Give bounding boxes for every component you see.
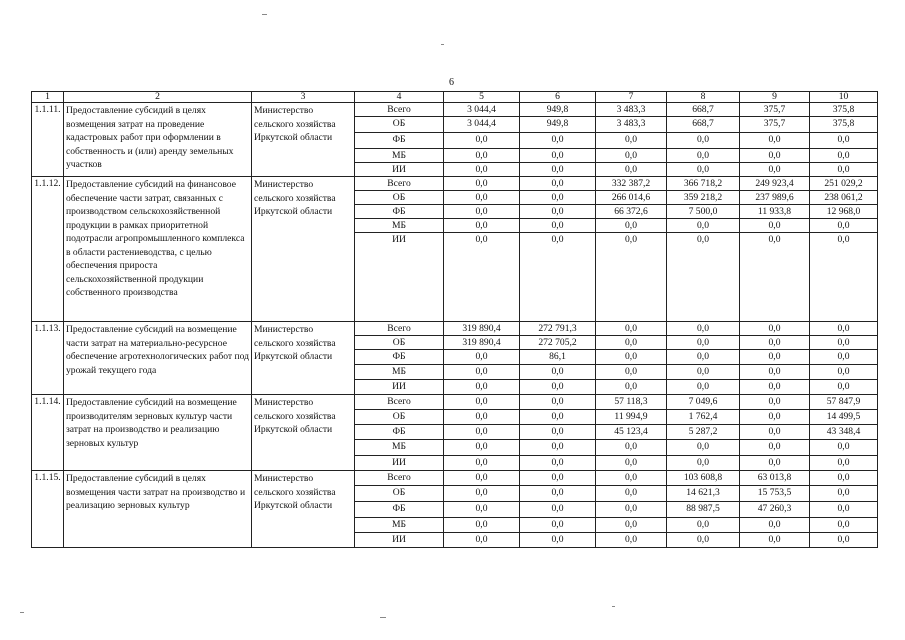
- amount-cell: 0,0: [740, 395, 810, 410]
- funding-source: Всего: [355, 322, 444, 336]
- header-row: [32, 92, 878, 103]
- header-cell: 3: [252, 92, 355, 103]
- amount-cell: 0,0: [520, 133, 596, 149]
- funding-source: ФБ: [355, 502, 444, 518]
- table-row: [32, 395, 878, 410]
- amount-cell: 0,0: [596, 336, 667, 350]
- amount-cell: 0,0: [520, 205, 596, 219]
- budget-table: [31, 91, 878, 548]
- amount-cell: 0,0: [740, 219, 810, 233]
- amount-cell: 949,8: [520, 103, 596, 117]
- header-cell: 4: [355, 92, 444, 103]
- header-cell: 1: [32, 92, 64, 103]
- header-cell: 2: [64, 92, 252, 103]
- amount-cell: 0,0: [810, 518, 878, 533]
- amount-cell: 7 049,6: [667, 395, 740, 410]
- section-executor: Министерство сельского хозяйства Иркутской области: [252, 395, 355, 471]
- amount-cell: 0,0: [740, 380, 810, 395]
- amount-cell: 375,7: [740, 117, 810, 133]
- amount-cell: 0,0: [520, 365, 596, 380]
- amount-cell: 0,0: [740, 322, 810, 336]
- amount-cell: 0,0: [740, 425, 810, 440]
- amount-cell: 0,0: [520, 380, 596, 395]
- funding-source: ИИ: [355, 380, 444, 395]
- amount-cell: 0,0: [444, 191, 520, 205]
- amount-cell: 0,0: [444, 380, 520, 395]
- amount-cell: 0,0: [596, 163, 667, 177]
- amount-cell: 0,0: [596, 149, 667, 163]
- amount-cell: 0,0: [810, 440, 878, 456]
- amount-cell: 57 847,9: [810, 395, 878, 410]
- amount-cell: 5 287,2: [667, 425, 740, 440]
- amount-cell: 0,0: [740, 233, 810, 322]
- amount-cell: 0,0: [520, 502, 596, 518]
- amount-cell: 0,0: [520, 177, 596, 191]
- amount-cell: 66 372,6: [596, 205, 667, 219]
- amount-cell: 0,0: [596, 486, 667, 502]
- amount-cell: 0,0: [596, 456, 667, 471]
- section-executor: Министерство сельского хозяйства Иркутской области: [252, 471, 355, 548]
- amount-cell: 0,0: [740, 365, 810, 380]
- amount-cell: 43 348,4: [810, 425, 878, 440]
- amount-cell: 0,0: [740, 133, 810, 149]
- amount-cell: 0,0: [740, 440, 810, 456]
- table-row: [32, 322, 878, 336]
- amount-cell: 0,0: [810, 149, 878, 163]
- amount-cell: 88 987,5: [667, 502, 740, 518]
- amount-cell: 668,7: [667, 103, 740, 117]
- amount-cell: 0,0: [444, 395, 520, 410]
- amount-cell: 0,0: [740, 350, 810, 365]
- funding-source: ИИ: [355, 456, 444, 471]
- amount-cell: 266 014,6: [596, 191, 667, 205]
- amount-cell: 11 994,9: [596, 410, 667, 425]
- funding-source: ИИ: [355, 533, 444, 548]
- amount-cell: 3 483,3: [596, 103, 667, 117]
- funding-source: МБ: [355, 365, 444, 380]
- section-executor: Министерство сельского хозяйства Иркутской области: [252, 322, 355, 395]
- funding-source: МБ: [355, 219, 444, 233]
- amount-cell: 319 890,4: [444, 336, 520, 350]
- amount-cell: 0,0: [520, 486, 596, 502]
- amount-cell: 0,0: [667, 233, 740, 322]
- amount-cell: 0,0: [667, 518, 740, 533]
- funding-source: ОБ: [355, 117, 444, 133]
- section-executor: Министерство сельского хозяйства Иркутской области: [252, 177, 355, 322]
- amount-cell: 7 500,0: [667, 205, 740, 219]
- amount-cell: 0,0: [810, 365, 878, 380]
- funding-source: Всего: [355, 103, 444, 117]
- amount-cell: 0,0: [520, 219, 596, 233]
- amount-cell: 0,0: [596, 233, 667, 322]
- amount-cell: 0,0: [444, 365, 520, 380]
- amount-cell: 0,0: [520, 395, 596, 410]
- amount-cell: 0,0: [596, 322, 667, 336]
- amount-cell: 0,0: [596, 533, 667, 548]
- amount-cell: 0,0: [520, 410, 596, 425]
- funding-source: ОБ: [355, 336, 444, 350]
- amount-cell: 0,0: [667, 322, 740, 336]
- amount-cell: 14 499,5: [810, 410, 878, 425]
- amount-cell: 0,0: [667, 440, 740, 456]
- amount-cell: 949,8: [520, 117, 596, 133]
- funding-source: ФБ: [355, 350, 444, 365]
- amount-cell: 0,0: [444, 456, 520, 471]
- amount-cell: 0,0: [596, 440, 667, 456]
- amount-cell: 0,0: [667, 380, 740, 395]
- amount-cell: 375,7: [740, 103, 810, 117]
- amount-cell: 0,0: [596, 219, 667, 233]
- amount-cell: 319 890,4: [444, 322, 520, 336]
- amount-cell: 0,0: [596, 133, 667, 149]
- amount-cell: 0,0: [810, 533, 878, 548]
- amount-cell: 0,0: [444, 471, 520, 486]
- amount-cell: 0,0: [444, 350, 520, 365]
- amount-cell: 0,0: [667, 133, 740, 149]
- amount-cell: 0,0: [444, 205, 520, 219]
- amount-cell: 0,0: [520, 425, 596, 440]
- amount-cell: 0,0: [740, 163, 810, 177]
- amount-cell: 366 718,2: [667, 177, 740, 191]
- funding-source: ФБ: [355, 133, 444, 149]
- amount-cell: 0,0: [444, 425, 520, 440]
- table-row: [32, 471, 878, 486]
- funding-source: ФБ: [355, 425, 444, 440]
- amount-cell: 0,0: [596, 471, 667, 486]
- amount-cell: 0,0: [740, 336, 810, 350]
- amount-cell: 3 044,4: [444, 117, 520, 133]
- amount-cell: 0,0: [740, 410, 810, 425]
- amount-cell: 12 968,0: [810, 205, 878, 219]
- header-cell: 7: [596, 92, 667, 103]
- amount-cell: 0,0: [444, 149, 520, 163]
- amount-cell: 0,0: [740, 533, 810, 548]
- amount-cell: 0,0: [444, 233, 520, 322]
- funding-source: ОБ: [355, 486, 444, 502]
- table-body: [32, 92, 878, 548]
- section-code: 1.1.14.: [32, 395, 64, 471]
- amount-cell: 668,7: [667, 117, 740, 133]
- amount-cell: 0,0: [667, 533, 740, 548]
- funding-source: Всего: [355, 471, 444, 486]
- amount-cell: 0,0: [667, 219, 740, 233]
- amount-cell: 249 923,4: [740, 177, 810, 191]
- amount-cell: 272 705,2: [520, 336, 596, 350]
- section-description: Предоставление субсидий на финансовое обеспечение части затрат, связанных с производством сельскохозяйственной продукции в рамках приоритетной подотрасли агропромышленного комплекса в области растениеводства, с целью обеспечения прироста сельскохозяйственной продукции собственного производства: [64, 177, 252, 322]
- amount-cell: 0,0: [740, 518, 810, 533]
- amount-cell: 375,8: [810, 117, 878, 133]
- funding-source: ОБ: [355, 410, 444, 425]
- amount-cell: 272 791,3: [520, 322, 596, 336]
- amount-cell: 0,0: [810, 486, 878, 502]
- amount-cell: 238 061,2: [810, 191, 878, 205]
- amount-cell: 0,0: [444, 133, 520, 149]
- section-executor: Министерство сельского хозяйства Иркутской области: [252, 103, 355, 177]
- amount-cell: 251 029,2: [810, 177, 878, 191]
- amount-cell: 0,0: [667, 336, 740, 350]
- amount-cell: 0,0: [810, 322, 878, 336]
- section-code: 1.1.12.: [32, 177, 64, 322]
- funding-source: ФБ: [355, 205, 444, 219]
- amount-cell: 0,0: [596, 350, 667, 365]
- amount-cell: 0,0: [520, 518, 596, 533]
- amount-cell: 0,0: [740, 456, 810, 471]
- funding-source: Всего: [355, 177, 444, 191]
- funding-source: Всего: [355, 395, 444, 410]
- funding-source: ИИ: [355, 163, 444, 177]
- amount-cell: 0,0: [520, 233, 596, 322]
- amount-cell: 332 387,2: [596, 177, 667, 191]
- amount-cell: 0,0: [520, 163, 596, 177]
- table-row: [32, 103, 878, 117]
- amount-cell: 3 044,4: [444, 103, 520, 117]
- amount-cell: 0,0: [444, 177, 520, 191]
- header-cell: 5: [444, 92, 520, 103]
- amount-cell: 0,0: [667, 350, 740, 365]
- amount-cell: 45 123,4: [596, 425, 667, 440]
- amount-cell: 0,0: [810, 380, 878, 395]
- amount-cell: 11 933,8: [740, 205, 810, 219]
- amount-cell: 0,0: [444, 502, 520, 518]
- amount-cell: 0,0: [596, 518, 667, 533]
- amount-cell: 0,0: [667, 365, 740, 380]
- amount-cell: 0,0: [810, 336, 878, 350]
- amount-cell: 0,0: [444, 219, 520, 233]
- amount-cell: 0,0: [810, 502, 878, 518]
- amount-cell: 0,0: [810, 233, 878, 322]
- amount-cell: 375,8: [810, 103, 878, 117]
- amount-cell: 0,0: [444, 410, 520, 425]
- amount-cell: 0,0: [596, 365, 667, 380]
- amount-cell: 1 762,4: [667, 410, 740, 425]
- section-description: Предоставление субсидий в целях возмещения затрат на проведение кадастровых работ при оформлении в собственность и (или) аренду земельных участков: [64, 103, 252, 177]
- amount-cell: 57 118,3: [596, 395, 667, 410]
- funding-source: ИИ: [355, 233, 444, 322]
- amount-cell: 14 621,3: [667, 486, 740, 502]
- header-cell: 8: [667, 92, 740, 103]
- section-description: Предоставление субсидий на возмещение части затрат на материально-ресурсное обеспечение агротехнологических работ под урожай текущего года: [64, 322, 252, 395]
- amount-cell: 0,0: [444, 533, 520, 548]
- page-number: 6: [449, 77, 454, 88]
- amount-cell: 0,0: [520, 149, 596, 163]
- amount-cell: 0,0: [520, 440, 596, 456]
- amount-cell: 0,0: [596, 380, 667, 395]
- amount-cell: 0,0: [667, 456, 740, 471]
- amount-cell: 0,0: [444, 486, 520, 502]
- amount-cell: 0,0: [520, 191, 596, 205]
- amount-cell: 3 483,3: [596, 117, 667, 133]
- section-code: 1.1.15.: [32, 471, 64, 548]
- header-cell: 9: [740, 92, 810, 103]
- amount-cell: 0,0: [810, 471, 878, 486]
- funding-source: ОБ: [355, 191, 444, 205]
- amount-cell: 0,0: [810, 133, 878, 149]
- amount-cell: 0,0: [740, 149, 810, 163]
- amount-cell: 0,0: [667, 149, 740, 163]
- amount-cell: 0,0: [810, 456, 878, 471]
- amount-cell: 0,0: [444, 163, 520, 177]
- header-cell: 10: [810, 92, 878, 103]
- amount-cell: 0,0: [596, 502, 667, 518]
- amount-cell: 15 753,5: [740, 486, 810, 502]
- funding-source: МБ: [355, 440, 444, 456]
- amount-cell: 359 218,2: [667, 191, 740, 205]
- funding-source: МБ: [355, 518, 444, 533]
- amount-cell: 0,0: [520, 456, 596, 471]
- section-description: Предоставление субсидий на возмещение производителям зерновых культур части затрат на производство и реализацию зерновых культур: [64, 395, 252, 471]
- amount-cell: 0,0: [667, 163, 740, 177]
- header-cell: 6: [520, 92, 596, 103]
- amount-cell: 103 608,8: [667, 471, 740, 486]
- funding-source: МБ: [355, 149, 444, 163]
- section-code: 1.1.11.: [32, 103, 64, 177]
- section-code: 1.1.13.: [32, 322, 64, 395]
- table-row: [32, 177, 878, 191]
- amount-cell: 0,0: [444, 440, 520, 456]
- amount-cell: 0,0: [444, 518, 520, 533]
- amount-cell: 0,0: [810, 219, 878, 233]
- amount-cell: 0,0: [520, 533, 596, 548]
- amount-cell: 63 013,8: [740, 471, 810, 486]
- amount-cell: 0,0: [810, 163, 878, 177]
- amount-cell: 0,0: [520, 471, 596, 486]
- section-description: Предоставление субсидий в целях возмещения части затрат на производство и реализацию зерновых культур: [64, 471, 252, 548]
- amount-cell: 86,1: [520, 350, 596, 365]
- amount-cell: 237 989,6: [740, 191, 810, 205]
- amount-cell: 0,0: [810, 350, 878, 365]
- amount-cell: 47 260,3: [740, 502, 810, 518]
